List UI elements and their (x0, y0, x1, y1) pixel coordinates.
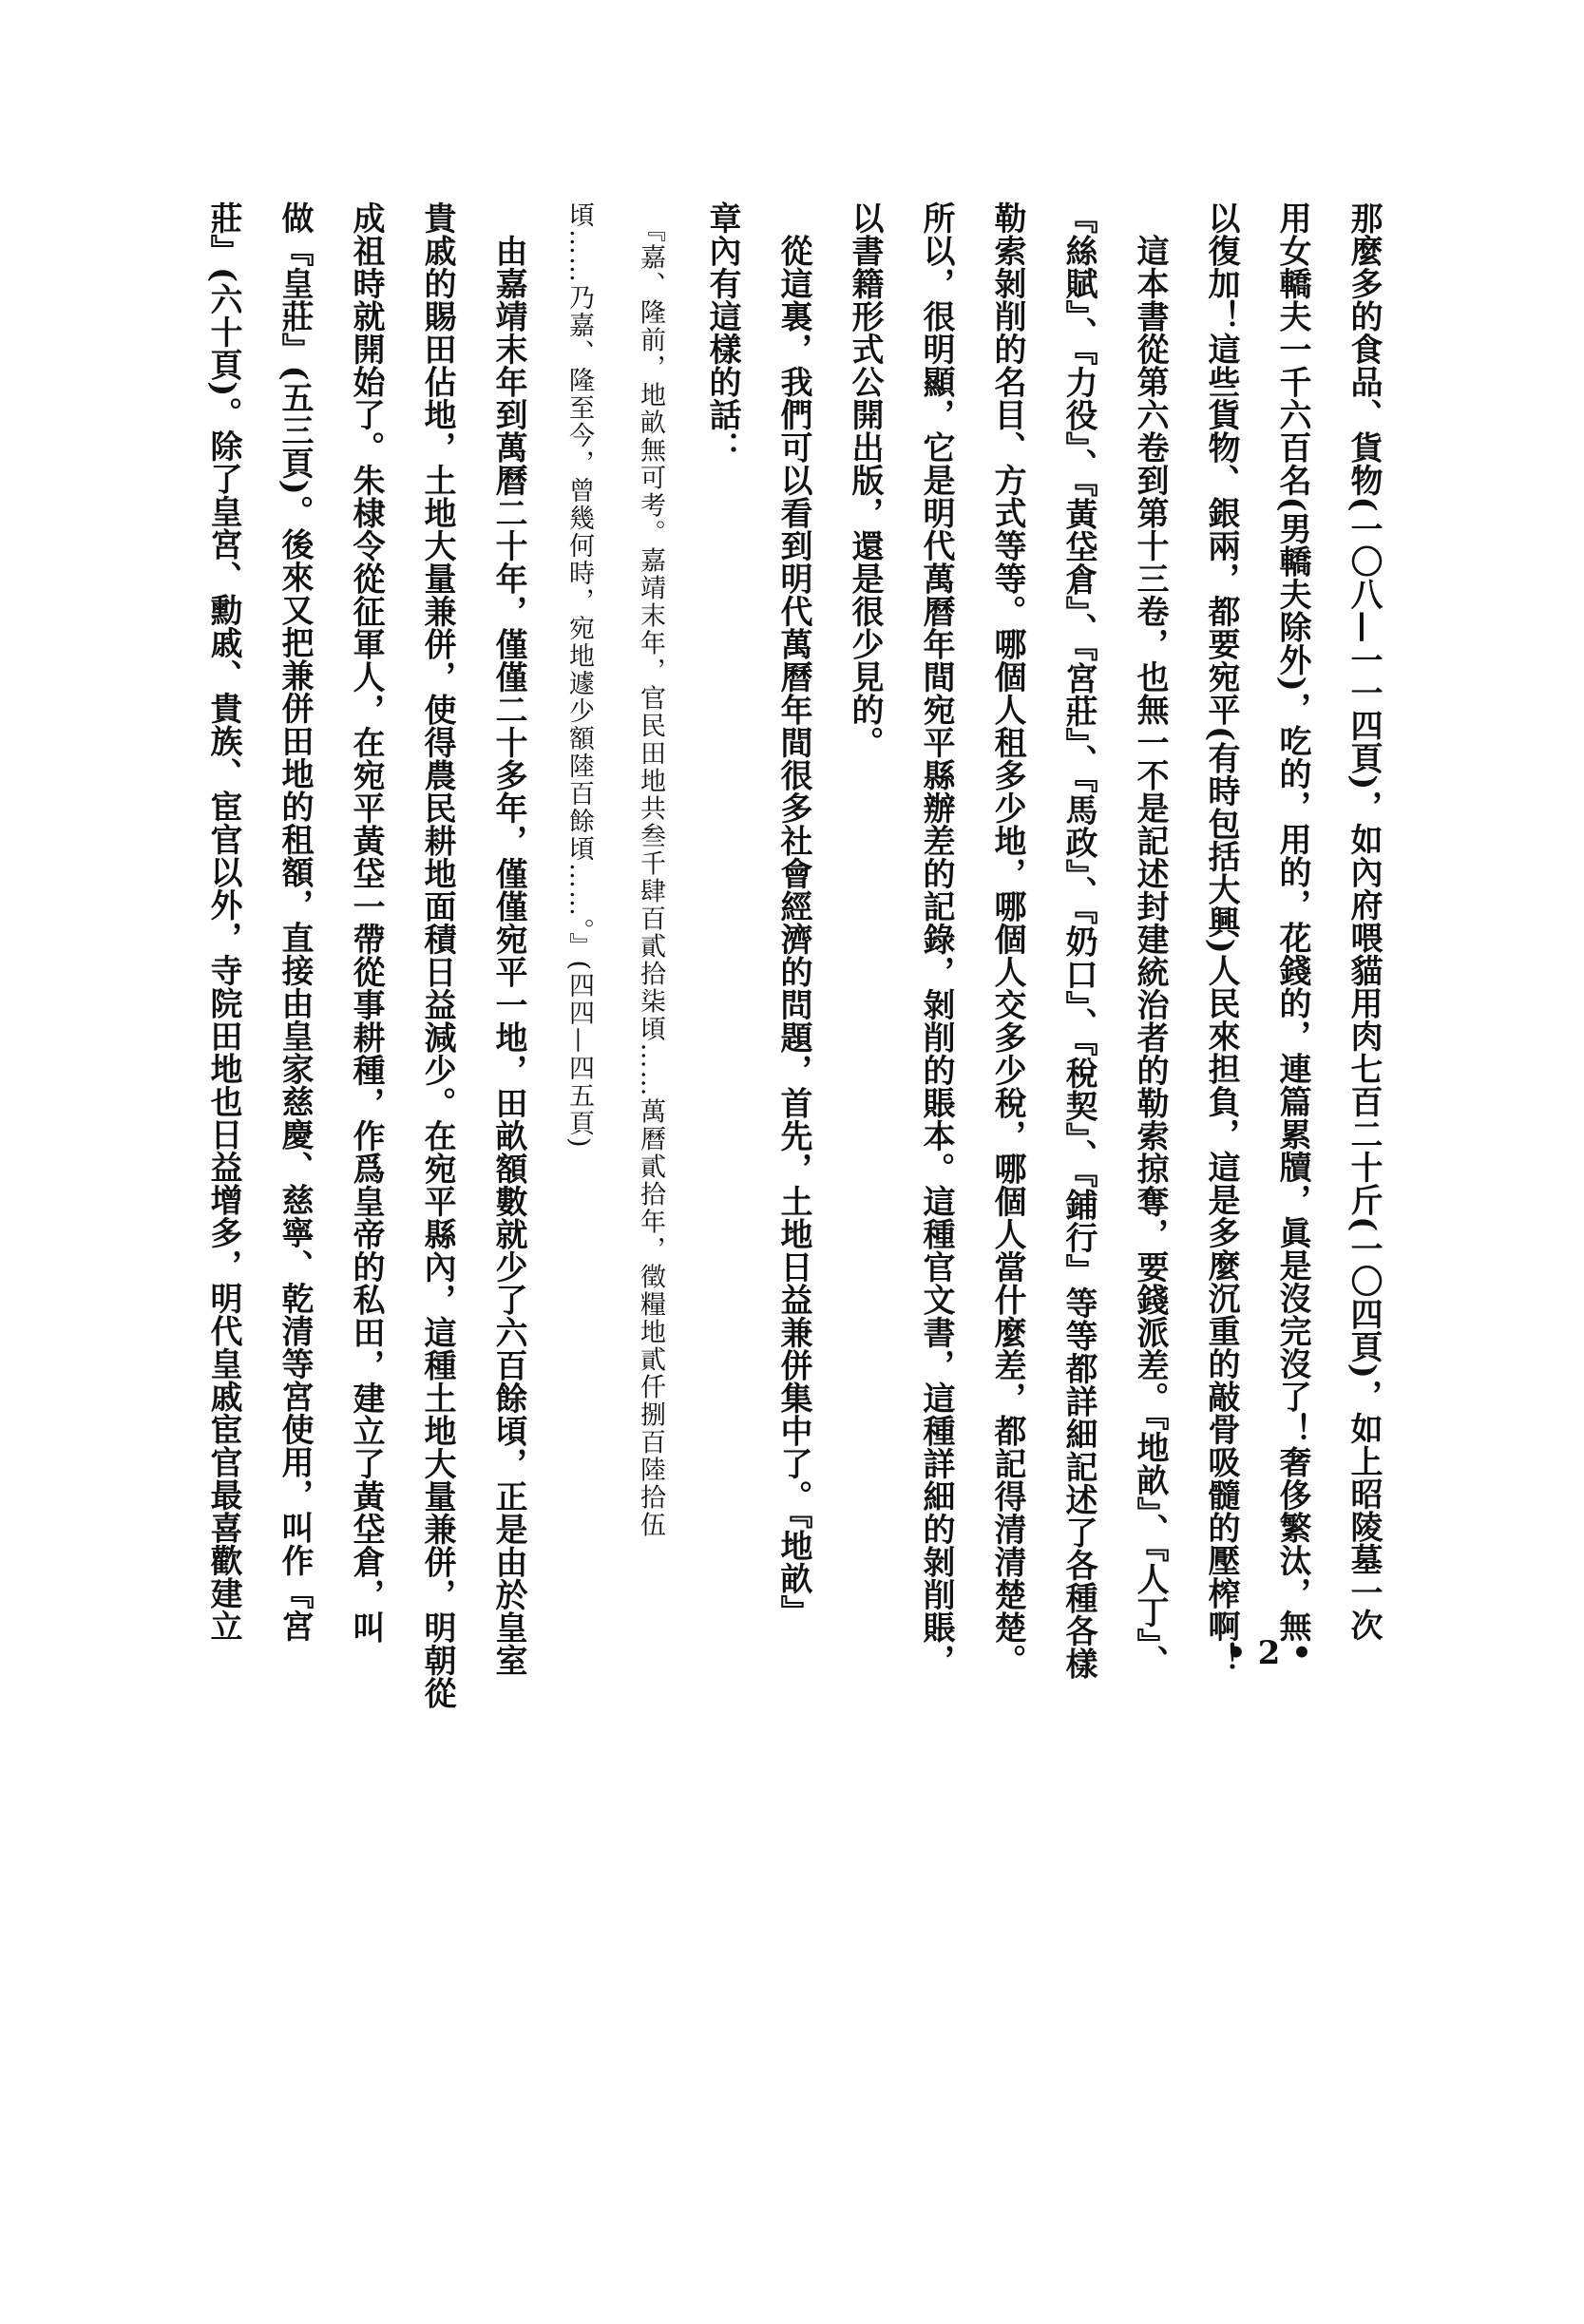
text-column: 『絲賦』、『力役』、『黃垈倉』、『宮莊』、『馬政』、『奶口』、『稅契』、『鋪行』等等都詳細記述了各種各樣 (1059, 201, 1097, 1680)
quoted-text-column: 頃……乃嘉、隆至今，曾幾何時，宛地遽少額陸百餘頃……。』(四四—四五頁) (564, 201, 594, 1150)
text-column: 以復加！這些貨物、銀兩，都要宛平(有時包括大興)人民來担負，這是多麼沉重的敲骨吸髓的壓榨啊！ (1202, 201, 1240, 1676)
page-number: • 2 • (1226, 1634, 1312, 1672)
text-column: 成祖時就開始了。朱棣令從征軍人，在宛平黃垈一帶從事耕種，作爲皇帝的私田，建立了黃垈倉，叫 (347, 201, 385, 1644)
vertical-text-body (187, 201, 1399, 1709)
text-column: 由嘉靖末年到萬曆二十年，僅僅二十多年，僅僅宛平一地，田畝額數就少了六百餘頃，正是由於皇室 (489, 201, 527, 1677)
text-column: 章內有這樣的話： (703, 201, 741, 464)
text-column: 用女轎夫一千六百名(男轎夫除外)，吃的，用的，花錢的，連篇累牘，眞是沒完沒了！奢侈繁汰，無 (1273, 201, 1311, 1643)
text-column: 做『皇莊』(五三頁)。後來又把兼併田地的租額，直接由皇家慈慶、慈寧、乾清等宮使用，叫作『宮 (276, 201, 314, 1643)
text-column: 那麼多的食品、貨物(一〇八—一一四頁)，如內府喂貓用肉七百二十斤(一〇四頁)，如上昭陵墓一次 (1345, 201, 1383, 1642)
text-column: 貴戚的賜田佔地，土地大量兼併，使得農民耕地面積日益減少。在宛平縣內，這種土地大量兼併，明朝從 (418, 201, 456, 1709)
text-column: 從這裏，我們可以看到明代萬曆年間很多社會經濟的問題，首先，土地日益兼併集中了。『地畝』 (774, 201, 812, 1628)
text-column: 勒索剝削的名目、方式等等。哪個人租多少地，哪個人交多少稅，哪個人當什麼差，都記得清清楚楚。 (988, 201, 1026, 1677)
text-column: 以書籍形式公開出版，還是很少見的。 (846, 201, 884, 759)
quoted-text-column: 『嘉、隆前，地畝無可考。嘉靖末年，官民田地共叁千肆百貳拾柒頃……萬曆貳拾年，徵糧地貳仟捌百陸拾伍 (636, 201, 665, 1539)
text-column: 莊』(六十頁)。除了皇宮、勳戚、貴族、宦官以外，寺院田地也日益增多，明代皇戚宦官最喜歡建立 (204, 201, 242, 1643)
text-column: 所以，很明顯，它是明代萬曆年間宛平縣辦差的記錄，剝削的賬本。這種官文書，這種詳細的剝削賬， (917, 201, 955, 1677)
text-column: 這本書從第六卷到第十三卷，也無一不是記述封建統治者的勒索掠奪，要錢派差。『地畝』、『人丁』、 (1131, 201, 1169, 1678)
